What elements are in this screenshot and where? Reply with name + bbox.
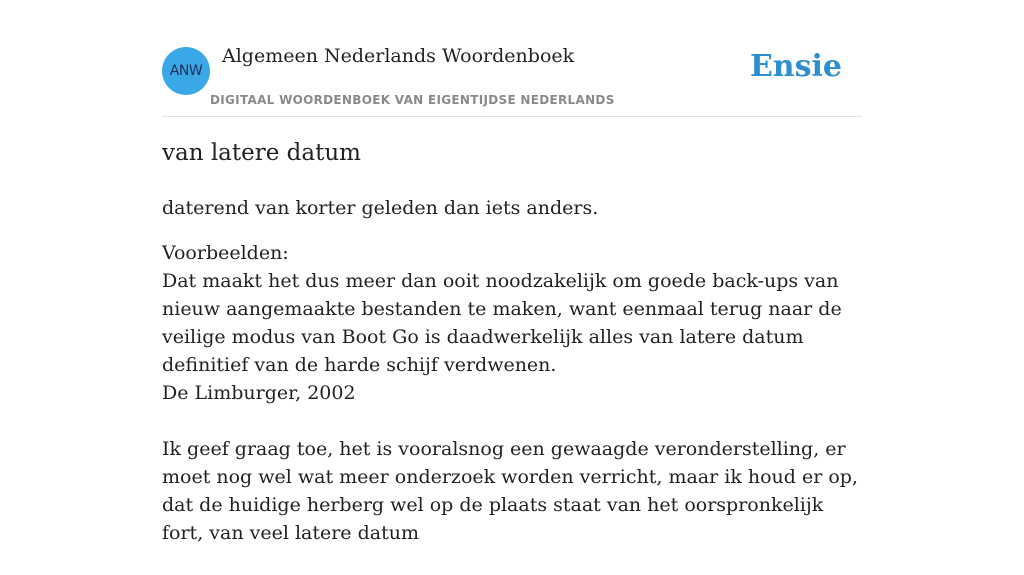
example-text: Dat maakt het dus meer dan ooit noodzakelijk om goede back-ups van nieuw aangemaakte bestanden te maken, want eenmaal terug naar de veilige modus van Boot Go is daadwerkelijk alles van latere datum definitief van de harde schijf verdwenen.	[162, 270, 842, 376]
entry-definition: daterend van korter geleden dan iets anders.	[162, 197, 599, 219]
ensie-brand-link[interactable]: Ensie	[749, 49, 842, 84]
example-item	[162, 267, 862, 407]
example-item	[162, 435, 862, 547]
entry-term: van latere datum	[162, 140, 361, 166]
site-title[interactable]: Algemeen Nederlands Woordenboek	[222, 45, 575, 67]
site-header	[162, 0, 862, 117]
example-source: De Limburger, 2002	[162, 382, 356, 404]
anw-logo[interactable]: ANW	[162, 47, 210, 95]
examples-label: Voorbeelden:	[162, 242, 289, 264]
examples-section	[162, 239, 862, 575]
example-text: Ik geef graag toe, het is vooralsnog een gewaagde veronderstelling, er moet nog wel wat meer onderzoek worden verricht, maar ik houd er op, dat de huidige herberg wel op de plaats staat van het oorspronkelijk fort, van veel latere datum	[162, 438, 859, 544]
page	[162, 0, 862, 544]
site-subtitle: DIGITAAL WOORDENBOEK VAN EIGENTIJDSE NEDERLANDS	[210, 93, 615, 107]
